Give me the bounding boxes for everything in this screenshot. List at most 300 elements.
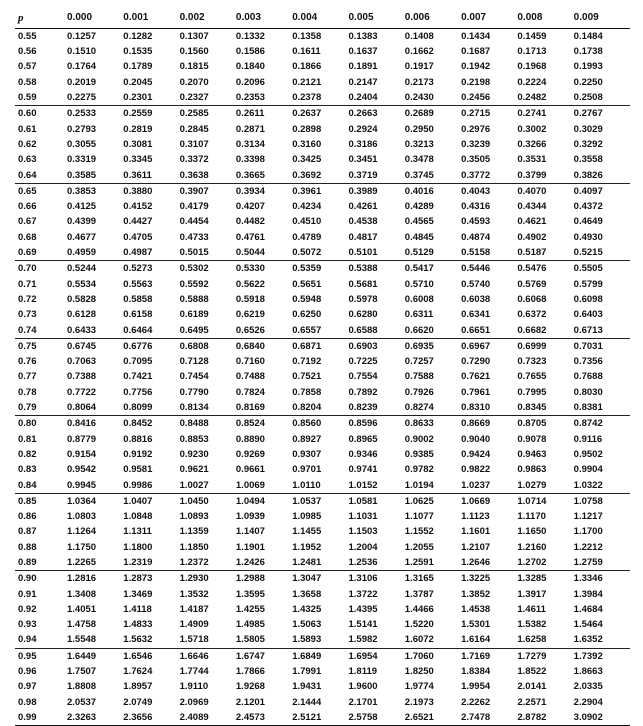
- table-cell: 0.1535: [123, 46, 153, 58]
- table-cell: 0.4454: [179, 216, 209, 228]
- table-cell: 0.7421: [123, 371, 153, 383]
- table-cell: 0.9945: [67, 478, 123, 494]
- table-cell: 0.3585: [67, 168, 123, 184]
- table-cell: 1.1901: [235, 541, 265, 553]
- table-cell: 0.5858: [123, 293, 153, 305]
- table-cell: 0.3772: [461, 168, 517, 184]
- table-cell: 0.7323: [517, 356, 547, 368]
- table-cell: 1.0322: [574, 478, 630, 494]
- row-label-p: 0.92: [18, 603, 37, 615]
- table-cell: 0.9192: [123, 448, 153, 460]
- table-cell: 0.2508: [574, 90, 630, 106]
- table-cell: 0.1891: [348, 61, 378, 73]
- table-cell: 0.6280: [348, 309, 378, 321]
- column-header: 0.007: [461, 12, 487, 23]
- table-cell: 1.2212: [573, 541, 603, 553]
- table-cell: 0.2482: [517, 90, 573, 106]
- table-cell: 1.4611: [517, 603, 546, 615]
- table-cell: 0.1942: [461, 61, 491, 73]
- table-cell: 0.6871: [292, 340, 322, 352]
- table-cell: 0.4179: [179, 201, 209, 213]
- table-cell: 0.7688: [573, 371, 603, 383]
- table-cell: 1.5141: [348, 619, 378, 631]
- table-cell: 1.5718: [180, 633, 236, 649]
- table-cell: 0.6808: [179, 340, 209, 352]
- table-row: [15, 509, 630, 524]
- table-row: [15, 648, 630, 664]
- table-cell: 0.2950: [404, 123, 434, 135]
- table-cell: 0.1282: [123, 30, 153, 42]
- table-cell: 0.3160: [292, 138, 322, 150]
- row-label-p: 0.91: [18, 588, 37, 600]
- table-cell: 0.1358: [292, 30, 322, 42]
- table-cell: 0.1586: [235, 46, 265, 58]
- row-label-p: 0.71: [18, 278, 37, 290]
- table-cell: 0.1866: [292, 61, 322, 73]
- table-cell: 0.5101: [348, 245, 404, 261]
- table-cell: 0.7225: [348, 356, 378, 368]
- table-cell: 2.0537: [67, 696, 97, 708]
- table-cell: 0.7290: [461, 356, 491, 368]
- table-cell: 1.2816: [67, 573, 97, 585]
- header-row: [15, 8, 630, 29]
- row-label-p: 0.99: [15, 710, 67, 726]
- row-label-p: 0.81: [18, 433, 37, 445]
- table-cell: 1.7060: [404, 650, 434, 662]
- table-cell: 1.2646: [461, 555, 517, 571]
- table-cell: 1.6352: [574, 633, 630, 649]
- table-cell: 1.0581: [348, 495, 378, 507]
- table-cell: 0.4152: [123, 201, 153, 213]
- row-label-p: 0.68: [18, 231, 37, 243]
- table-cell: 0.8416: [67, 418, 97, 430]
- table-cell: 0.3745: [405, 168, 461, 184]
- table-row: [15, 462, 630, 477]
- row-label-p: 0.70: [18, 263, 37, 275]
- table-cell: 0.1789: [123, 61, 153, 73]
- table-cell: 1.1650: [517, 526, 547, 538]
- table-cell: 0.4234: [292, 201, 322, 213]
- table-cell: 0.4959: [67, 245, 123, 261]
- table-cell: 0.2224: [517, 76, 547, 88]
- table-row: [15, 617, 630, 632]
- table-row: [15, 493, 630, 509]
- table-cell: 0.8169: [236, 400, 292, 416]
- column-header: 0.004: [292, 12, 318, 23]
- column-header: 0.002: [179, 12, 205, 23]
- table-cell: 0.9424: [461, 448, 491, 460]
- table-cell: 0.4649: [573, 216, 603, 228]
- table-cell: 1.1455: [292, 526, 322, 538]
- table-cell: 2.4089: [180, 710, 236, 726]
- table-cell: 0.8064: [67, 400, 123, 416]
- table-cell: 0.2198: [461, 76, 491, 88]
- table-cell: 0.2045: [123, 76, 153, 88]
- table-cell: 0.2430: [405, 90, 461, 106]
- table-cell: 1.0407: [123, 495, 153, 507]
- table-cell: 0.2147: [348, 76, 378, 88]
- table-cell: 1.0279: [517, 478, 573, 494]
- row-label-p: 0.78: [18, 386, 37, 398]
- table-cell: 0.3372: [179, 154, 209, 166]
- table-cell: 0.5681: [348, 278, 378, 290]
- table-cell: 0.4043: [461, 185, 491, 197]
- table-cell: 0.1560: [179, 46, 209, 58]
- table-cell: 1.0364: [67, 495, 97, 507]
- column-header: 0.005: [348, 12, 374, 23]
- table-cell: 0.3292: [573, 138, 603, 150]
- table-cell: 1.0537: [292, 495, 322, 507]
- table-cell: 0.3665: [236, 168, 292, 184]
- row-label-p: 0.82: [18, 448, 37, 460]
- table-cell: 0.3719: [348, 168, 404, 184]
- table-cell: 1.8119: [348, 666, 378, 678]
- table-cell: 0.6526: [236, 323, 292, 339]
- table-cell: 0.7554: [348, 371, 378, 383]
- table-cell: 1.0194: [405, 478, 461, 494]
- table-row: [15, 602, 630, 617]
- table-cell: 0.6311: [404, 309, 434, 321]
- table-cell: 0.7926: [404, 386, 434, 398]
- table-cell: 0.1713: [517, 46, 547, 58]
- table-cell: 0.3880: [123, 185, 153, 197]
- table-cell: 1.1407: [235, 526, 265, 538]
- table-cell: 0.4817: [348, 231, 378, 243]
- table-cell: 0.2559: [123, 108, 153, 120]
- table-row: [15, 230, 630, 245]
- table-cell: 0.4316: [461, 201, 491, 213]
- table-cell: 0.3213: [404, 138, 434, 150]
- table-cell: 0.9661: [235, 464, 265, 476]
- table-cell: 0.9078: [517, 433, 547, 445]
- table-cell: 1.4758: [67, 619, 97, 631]
- table-cell: 0.6464: [123, 323, 179, 339]
- table-cell: 0.3505: [461, 154, 491, 166]
- table-cell: 0.8633: [404, 418, 434, 430]
- table-cell: 0.3692: [292, 168, 348, 184]
- table-cell: 2.4573: [236, 710, 292, 726]
- table-row: [15, 44, 630, 59]
- table-cell: 1.4395: [348, 603, 378, 615]
- table-cell: 0.4621: [517, 216, 547, 228]
- table-cell: 1.2426: [236, 555, 292, 571]
- table-cell: 0.5244: [67, 263, 97, 275]
- table-cell: 0.7824: [235, 386, 265, 398]
- table-cell: 1.1952: [292, 541, 322, 553]
- table-cell: 1.0758: [573, 495, 603, 507]
- table-cell: 0.8853: [179, 433, 209, 445]
- table-cell: 0.9822: [461, 464, 491, 476]
- table-cell: 1.0985: [292, 511, 322, 523]
- table-cell: 0.9701: [292, 464, 322, 476]
- table-cell: 0.1687: [461, 46, 491, 58]
- table-cell: 0.9904: [573, 464, 603, 476]
- table-cell: 0.9002: [404, 433, 434, 445]
- table-cell: 0.5710: [404, 278, 434, 290]
- table-cell: 0.4427: [123, 216, 153, 228]
- table-cell: 0.5273: [123, 263, 153, 275]
- row-label-p: 0.97: [18, 681, 37, 693]
- table-cell: 1.3106: [348, 573, 378, 585]
- table-cell: 0.7521: [292, 371, 322, 383]
- table-row: [15, 137, 630, 152]
- table-row: [15, 215, 630, 230]
- table-cell: 2.1973: [404, 696, 434, 708]
- table-cell: 1.5982: [348, 633, 404, 649]
- table-cell: 1.8522: [517, 666, 547, 678]
- table-cell: 0.4761: [235, 231, 265, 243]
- table-cell: 0.1510: [67, 46, 97, 58]
- table-row: [15, 199, 630, 214]
- table-cell: 0.7995: [517, 386, 547, 398]
- table-cell: 1.2004: [348, 541, 378, 553]
- table-cell: 1.1077: [404, 511, 434, 523]
- table-cell: 0.5302: [179, 263, 209, 275]
- table-cell: 0.8596: [348, 418, 378, 430]
- row-label-p: 0.88: [18, 541, 37, 553]
- table-cell: 0.8345: [517, 400, 573, 416]
- row-label-p: 0.65: [18, 185, 37, 197]
- row-label-p: 0.67: [18, 216, 37, 228]
- table-cell: 1.4255: [235, 603, 265, 615]
- table-row: [15, 540, 630, 555]
- table-cell: 0.5330: [235, 263, 265, 275]
- table-cell: 1.2107: [461, 541, 491, 553]
- table-row: [15, 385, 630, 400]
- table-cell: 0.1815: [179, 61, 209, 73]
- table-cell: 0.4677: [67, 231, 97, 243]
- table-cell: 0.3531: [517, 154, 547, 166]
- table-cell: 0.5534: [67, 278, 97, 290]
- table-cell: 0.2250: [573, 76, 603, 88]
- table-cell: 0.2533: [67, 108, 97, 120]
- table-row: [15, 152, 630, 167]
- table-row: [15, 29, 630, 45]
- table-cell: 0.2353: [236, 90, 292, 106]
- table-row: [15, 432, 630, 447]
- row-label-p: 0.89: [15, 555, 67, 571]
- table-cell: 1.3595: [235, 588, 265, 600]
- table-cell: 1.8808: [67, 681, 97, 693]
- table-cell: 1.0152: [348, 478, 404, 494]
- table-cell: 0.5918: [235, 293, 265, 305]
- table-cell: 0.9346: [348, 448, 378, 460]
- table-body: [15, 29, 630, 726]
- row-label-p: 0.61: [18, 123, 37, 135]
- table-cell: 1.7991: [292, 666, 322, 678]
- table-cell: 2.1701: [348, 696, 378, 708]
- table-cell: 0.3081: [123, 138, 153, 150]
- table-cell: 0.4930: [573, 231, 603, 243]
- table-cell: 1.3917: [517, 588, 547, 600]
- table-cell: 1.5805: [236, 633, 292, 649]
- table-cell: 0.9863: [517, 464, 547, 476]
- table-cell: 1.2265: [67, 555, 123, 571]
- table-cell: 0.8452: [123, 418, 153, 430]
- table-cell: 2.1201: [235, 696, 265, 708]
- table-cell: 0.6935: [404, 340, 434, 352]
- table-cell: 0.4845: [404, 231, 434, 243]
- table-cell: 2.3263: [67, 710, 123, 726]
- table-cell: 1.5220: [404, 619, 434, 631]
- table-cell: 1.3285: [517, 573, 547, 585]
- table-cell: 1.1601: [461, 526, 491, 538]
- table-cell: 0.2019: [67, 76, 97, 88]
- table-cell: 0.6557: [292, 323, 348, 339]
- table-cell: 1.1264: [67, 526, 97, 538]
- table-cell: 0.1840: [235, 61, 265, 73]
- row-label-p: 0.64: [15, 168, 67, 184]
- table-cell: 2.0335: [573, 681, 603, 693]
- table-cell: 0.3425: [292, 154, 322, 166]
- table-cell: 0.9154: [67, 448, 97, 460]
- column-header: 0.001: [123, 12, 149, 23]
- table-cell: 0.4789: [292, 231, 322, 243]
- table-cell: 1.5382: [517, 619, 547, 631]
- table-cell: 1.5893: [292, 633, 348, 649]
- table-row: [15, 277, 630, 292]
- row-label-p: 0.84: [15, 478, 67, 494]
- table-cell: 1.9110: [179, 681, 209, 693]
- table-row: [15, 571, 630, 587]
- row-label-p: 0.69: [15, 245, 67, 261]
- table-cell: 0.1993: [573, 61, 603, 73]
- table-cell: 0.1738: [573, 46, 603, 58]
- table-cell: 1.0625: [404, 495, 434, 507]
- column-header: 0.009: [573, 12, 599, 23]
- table-cell: 1.0714: [517, 495, 547, 507]
- table-cell: 0.5622: [235, 278, 265, 290]
- table-cell: 0.1434: [461, 30, 491, 42]
- table-cell: 1.4985: [235, 619, 265, 631]
- row-label-p: 0.55: [18, 30, 37, 42]
- row-label-p: 0.93: [18, 619, 37, 631]
- table-cell: 1.0237: [461, 478, 517, 494]
- row-label-p: 0.75: [18, 340, 37, 352]
- table-cell: 1.1850: [179, 541, 209, 553]
- table-cell: 1.7507: [67, 666, 97, 678]
- table-cell: 0.6682: [517, 323, 573, 339]
- table-cell: 0.3029: [573, 123, 603, 135]
- table-cell: 0.4289: [404, 201, 434, 213]
- row-label-p: 0.83: [18, 464, 37, 476]
- table-cell: 0.9986: [123, 478, 179, 494]
- table-cell: 1.6546: [123, 650, 153, 662]
- table-cell: 1.3984: [573, 588, 603, 600]
- table-cell: 2.0141: [517, 681, 547, 693]
- table-cell: 0.2767: [573, 108, 603, 120]
- table-cell: 1.2160: [517, 541, 547, 553]
- table-cell: 1.9774: [404, 681, 434, 693]
- row-label-p: 0.79: [15, 400, 67, 416]
- table-cell: 0.7722: [67, 386, 97, 398]
- table-cell: 0.2715: [461, 108, 491, 120]
- table-cell: 0.6433: [67, 323, 123, 339]
- table-cell: 0.8488: [179, 418, 209, 430]
- table-row: [15, 679, 630, 694]
- table-cell: 0.2663: [348, 108, 378, 120]
- table-cell: 0.4902: [517, 231, 547, 243]
- table-cell: 0.2898: [292, 123, 322, 135]
- table-cell: 1.8663: [573, 666, 603, 678]
- table-cell: 0.4344: [517, 201, 547, 213]
- table-cell: 1.2759: [574, 555, 630, 571]
- table-cell: 1.3469: [123, 588, 153, 600]
- table-cell: 0.4593: [461, 216, 491, 228]
- table-cell: 0.5888: [179, 293, 209, 305]
- table-cell: 1.1359: [179, 526, 209, 538]
- table-cell: 1.2702: [517, 555, 573, 571]
- table-cell: 0.2689: [404, 108, 434, 120]
- table-cell: 0.1917: [404, 61, 434, 73]
- table-cell: 0.5563: [123, 278, 153, 290]
- table-cell: 2.0969: [179, 696, 209, 708]
- row-label-p: 0.62: [18, 138, 37, 150]
- table-cell: 0.6713: [574, 323, 630, 339]
- table-cell: 2.1444: [292, 696, 322, 708]
- table-cell: 0.6008: [404, 293, 434, 305]
- table-cell: 0.2611: [235, 108, 265, 120]
- table-cell: 0.1408: [404, 30, 434, 42]
- table-cell: 0.5505: [573, 263, 603, 275]
- table-cell: 0.2819: [123, 123, 153, 135]
- table-cell: 1.0803: [67, 511, 97, 523]
- row-label-p: 0.59: [15, 90, 67, 106]
- column-header-p: p: [18, 11, 24, 24]
- table-cell: 0.7858: [292, 386, 322, 398]
- table-cell: 0.4874: [461, 231, 491, 243]
- table-cell: 1.0893: [179, 511, 209, 523]
- table-cell: 1.6646: [179, 650, 209, 662]
- table-cell: 1.1552: [404, 526, 434, 538]
- table-cell: 0.8524: [235, 418, 265, 430]
- table-cell: 0.4565: [404, 216, 434, 228]
- table-row: [15, 525, 630, 540]
- table-cell: 1.1750: [67, 541, 97, 553]
- table-cell: 1.3787: [404, 588, 434, 600]
- table-cell: 2.2262: [461, 696, 491, 708]
- table-cell: 1.9431: [292, 681, 322, 693]
- row-label-p: 0.86: [18, 511, 37, 523]
- table-cell: 0.7192: [292, 356, 322, 368]
- table-cell: 0.2924: [348, 123, 378, 135]
- row-label-p: 0.96: [18, 666, 37, 678]
- table-cell: 1.7392: [573, 650, 603, 662]
- table-cell: 1.0069: [236, 478, 292, 494]
- table-row: [15, 338, 630, 354]
- table-cell: 0.5417: [404, 263, 434, 275]
- table-cell: 0.4207: [235, 201, 265, 213]
- table-cell: 0.3638: [180, 168, 236, 184]
- table-cell: 1.3658: [292, 588, 322, 600]
- table-row: [15, 323, 630, 339]
- table-row: [15, 447, 630, 462]
- table-cell: 1.7169: [461, 650, 491, 662]
- table-cell: 0.5948: [292, 293, 322, 305]
- table-cell: 0.6068: [517, 293, 547, 305]
- table-cell: 1.0450: [179, 495, 209, 507]
- table-row: [15, 478, 630, 494]
- table-cell: 2.6521: [405, 710, 461, 726]
- table-cell: 0.2301: [123, 90, 179, 106]
- table-cell: 0.6745: [67, 340, 97, 352]
- table-cell: 1.8250: [404, 666, 434, 678]
- table-cell: 0.9307: [292, 448, 322, 460]
- table-cell: 0.9621: [179, 464, 209, 476]
- table-cell: 0.8204: [292, 400, 348, 416]
- table-row: [15, 710, 630, 726]
- table-cell: 0.9542: [67, 464, 97, 476]
